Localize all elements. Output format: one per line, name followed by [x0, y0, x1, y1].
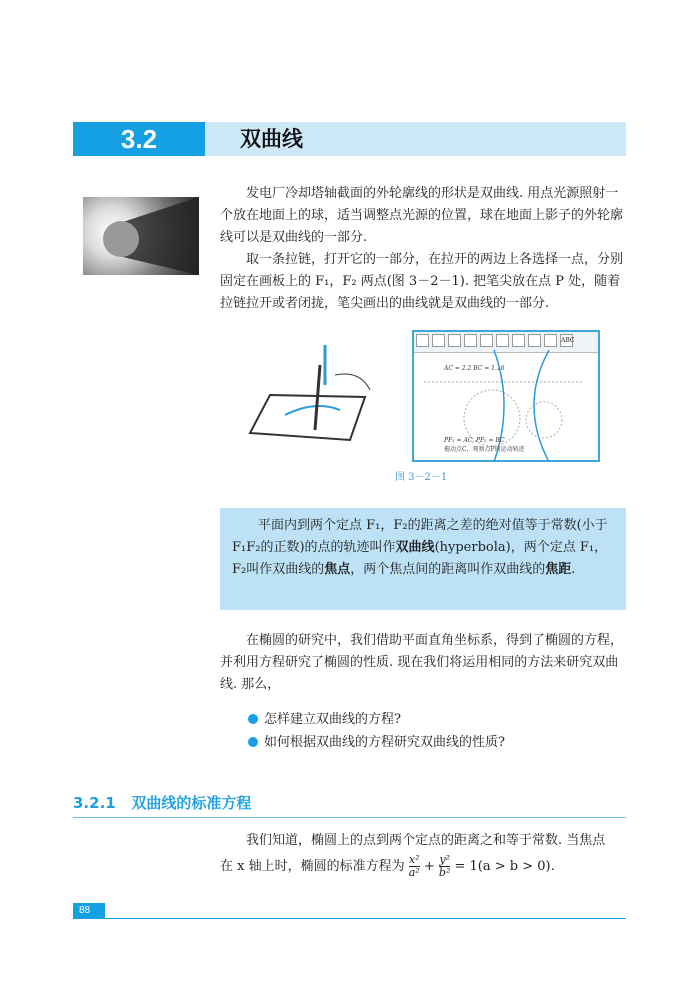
- equation-prefix: 在 x 轴上时，椭圆的标准方程为: [220, 859, 405, 874]
- footer-line: [105, 918, 626, 919]
- denominator: b²: [438, 866, 451, 879]
- subsection-title: 双曲线的标准方程: [131, 794, 252, 812]
- fraction: [439, 854, 450, 879]
- numerator: y²: [439, 853, 450, 866]
- geometry-software-screenshot: [412, 330, 600, 462]
- body-paragraph: [220, 830, 626, 882]
- text-tool-icon: ABC: [560, 334, 573, 347]
- numerator: x²: [408, 853, 420, 866]
- section-number: 3.2: [73, 122, 205, 156]
- page-number: 88: [73, 903, 105, 919]
- figure-hint: 拖动点C，观察点P的运动轨迹: [444, 446, 525, 453]
- paragraph-text: 我们知道，椭圆上的点到两个定点的距离之和等于常数. 当焦点: [246, 833, 606, 848]
- figure-formula: PF₁ = AC, PF₂ = BC: [444, 437, 505, 444]
- bullet-dot-icon: [248, 737, 258, 747]
- zipper-drawing: [245, 345, 375, 443]
- divider: [73, 817, 626, 818]
- definition-text: [232, 515, 614, 581]
- term-hyperbola: 双曲线: [395, 540, 435, 555]
- body-paragraph: [220, 630, 626, 696]
- bullet-text: 如何根据双曲线的方程研究双曲线的性质?: [264, 735, 505, 750]
- definition-box: [220, 508, 626, 610]
- pointer-tool-icon: [416, 334, 429, 347]
- definition-part: 平面内到两个定点 F₁，F₂的距离之差的绝对值等于常数(小于 F₁F₂的正数)的点的轨迹叫作: [232, 518, 608, 555]
- bullet-item: [248, 731, 505, 750]
- shadow-photo: [83, 197, 199, 275]
- equation-suffix: = 1(a > b > 0).: [454, 859, 555, 874]
- line-tool-icon: [448, 334, 461, 347]
- intro-text: [220, 183, 626, 315]
- intro-paragraph: 发电厂冷却塔轴截面的外轮廓线的形状是双曲线. 用点光源照射一个放在地面上的球，适当调整点光源的位置，球在地面上影子的外轮廓线可以是双曲线的一部分.: [220, 186, 624, 245]
- paragraph-text: 在椭圆的研究中，我们借助平面直角坐标系，得到了椭圆的方程，并利用方程研究了椭圆的性质. 现在我们将运用相同的方法来研究双曲线. 那么，: [220, 633, 624, 692]
- bullet-text: 怎样建立双曲线的方程?: [264, 712, 401, 727]
- reflect-tool-icon: [544, 334, 557, 347]
- definition-part: (hyperbola)，两个定点 F₁，F₂叫作双曲线的: [232, 540, 608, 577]
- subsection-heading: [73, 792, 251, 813]
- section-title: 双曲线: [240, 126, 303, 151]
- segment-readout: AC = 2.2 BC = 1.16: [444, 365, 505, 372]
- term-focus: 焦点: [324, 562, 351, 577]
- denominator: a²: [408, 866, 420, 879]
- intro-paragraph: 取一条拉链，打开它的一部分，在拉开的两边上各选择一点，分别固定在画板上的 F₁，F₂ 两点(图 3－2－1). 把笔尖放在点 P 处，随着拉链拉开或者闭拢，笔尖画出的曲线就是双曲线的一部分.: [220, 252, 624, 311]
- equation-line: [220, 852, 626, 882]
- point-tool-icon: [432, 334, 445, 347]
- bullet-dot-icon: [248, 714, 258, 724]
- definition-part: .: [571, 562, 576, 577]
- fraction: [409, 854, 420, 879]
- bullet-item: [248, 708, 401, 727]
- plus-sign: +: [423, 859, 435, 874]
- term-focal-distance: 焦距: [545, 562, 572, 577]
- circle3-tool-icon: [512, 334, 525, 347]
- definition-part: ，两个焦点间的距离叫作双曲线的: [350, 562, 546, 577]
- circle-tool-icon: [496, 334, 509, 347]
- angle-tool-icon: [528, 334, 541, 347]
- perpendicular-tool-icon: [464, 334, 477, 347]
- subsection-number: 3.2.1: [73, 794, 116, 812]
- figure-caption: 图 3－2－1: [395, 472, 448, 483]
- polygon-tool-icon: [480, 334, 493, 347]
